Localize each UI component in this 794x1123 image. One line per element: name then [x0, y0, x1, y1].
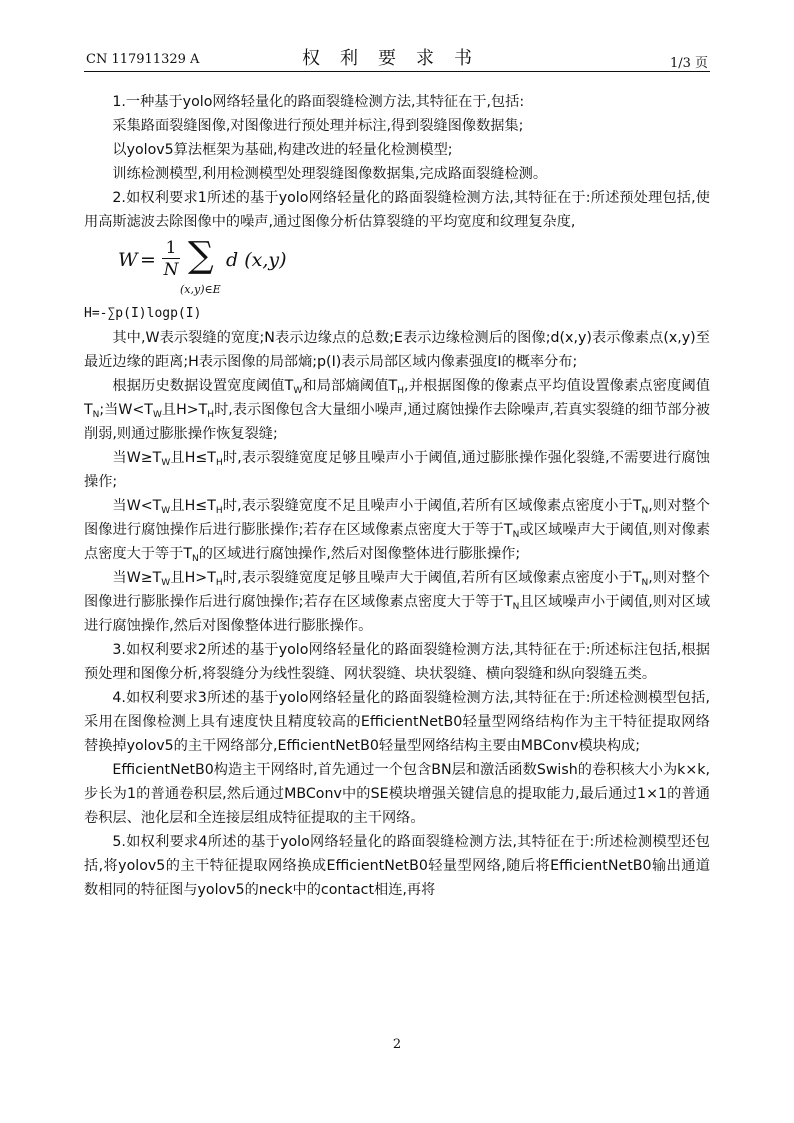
width-formula [84, 234, 710, 302]
claims-body [84, 90, 710, 902]
claim-4-intro: 4.如权利要求3所述的基于yolo网络轻量化的路面裂缝检测方法,其特征在于:所述检测模型包括,采用在图像检测上具有速度快且精度较高的EfficientNetB0轻量型网络结构作为主干特征提取网络替换掉yolov5的主干网络部分,EfficientNetB0轻量型网络结构主要由MBConv模块构成; [84, 690, 710, 754]
claim-5-intro: 5.如权利要求4所述的基于yolo网络轻量化的路面裂缝检测方法,其特征在于:所述检测模型还包括,将yolov5的主干特征提取网络换成EfficientNetB0轻量型网络,随后将EfficientNetB0输出通道数相同的特征图与yolov5的neck中的contact相连,再将 [84, 834, 710, 898]
claim-2-case-2: 当$W\ge T_W$且$H\le T_H$时,表示裂缝宽度足够且噪声小于阈值,通过膨胀操作强化裂缝,不需要进行腐蚀操作; [84, 450, 710, 490]
formula-fraction [162, 238, 180, 281]
entropy-formula: H=-∑p(I)logp(I) [84, 306, 202, 321]
header-rule [84, 71, 710, 72]
formula-sum-range: (x,y)∈E [180, 283, 221, 296]
claim-2-thresholds: 根据历史数据设置宽度阈值$T_W$和局部熵阈值$T_H$,并根据图像的像素点平均值设置像素点密度阈值$T_N$;当$W<T_W$且$H>T_H$时,表示图像包含大量细小噪声,通过腐蚀操作去除噪声,若真实裂缝的细节部分被削弱,则通过膨胀操作恢复裂缝; [84, 378, 711, 442]
claim-1-intro: 1.一种基于yolo网络轻量化的路面裂缝检测方法,其特征在于,包括: [112, 94, 525, 110]
publication-number: CN 117911329 A [86, 52, 200, 67]
claim-1-step-3: 训练检测模型,利用检测模型处理裂缝图像数据集,完成路面裂缝检测。 [112, 166, 548, 182]
claim-2-intro: 2.如权利要求1所述的基于yolo网络轻量化的路面裂缝检测方法,其特征在于:所述预处理包括,使用高斯滤波去除图像中的噪声,通过图像分析估算裂缝的平均宽度和纹理复杂度, [84, 190, 710, 230]
page-indicator: 1/3 页 [669, 56, 708, 71]
claim-1-step-1: 采集路面裂缝图像,对图像进行预处理并标注,得到裂缝图像数据集; [112, 118, 524, 134]
formula-w-body: d (x,y) [226, 249, 287, 271]
formula-sigma: ∑ [188, 235, 214, 276]
claim-4-detail: EfficientNetB0构造主干网络时,首先通过一个包含BN层和激活函数Swish的卷积核大小为k×k,步长为1的普通卷积层,然后通过MBConv中的SE模块增强关键信息的提取能力,最后通过1×1的普通卷积层、池化层和全连接层组成特征提取的主干网络。 [84, 762, 710, 826]
page-number: 2 [392, 1037, 402, 1052]
formula-w-lhs: W [118, 249, 138, 271]
formula-numerator: 1 [165, 238, 177, 258]
claim-2-definitions: 其中,W表示裂缝的宽度;N表示边缘点的总数;E表示边缘检测后的图像;d(x,y)表示像素点(x,y)至最近边缘的距离;H表示图像的局部熵;p(I)表示局部区域内像素强度I的概率分布; [84, 330, 710, 370]
formula-denominator: N [163, 260, 179, 280]
page-title: 权利要求书 [302, 48, 492, 69]
claim-1-step-2: 以yolov5算法框架为基础,构建改进的轻量化检测模型; [112, 142, 453, 158]
claim-2-case-4: 当$W\ge T_W$且$H>T_H$时,表示裂缝宽度足够且噪声大于阈值,若所有区域像素点密度小于$T_N$,则对整个图像进行膨胀操作后进行腐蚀操作;若存在区域像素点密度大于等于$T_N$且区域噪声小于阈值,则对区域进行腐蚀操作,然后对图像整体进行膨胀操作。 [84, 570, 711, 634]
claim-3: 3.如权利要求2所述的基于yolo网络轻量化的路面裂缝检测方法,其特征在于:所述标注包括,根据预处理和图像分析,将裂缝分为线性裂缝、网状裂缝、块状裂缝、横向裂缝和纵向裂缝五类。 [84, 642, 710, 682]
claim-2-case-3: 当$W<T_W$且$H\le T_H$时,表示裂缝宽度不足且噪声小于阈值,若所有区域像素点密度小于$T_N$,则对整个图像进行腐蚀操作后进行膨胀操作;若存在区域像素点密度大于等于$T_N$或区域噪声大于阈值,则对像素点密度大于等于$T_N$的区域进行腐蚀操作,然后对图像整体进行膨胀操作; [84, 498, 711, 564]
formula-equals: = [140, 249, 156, 271]
